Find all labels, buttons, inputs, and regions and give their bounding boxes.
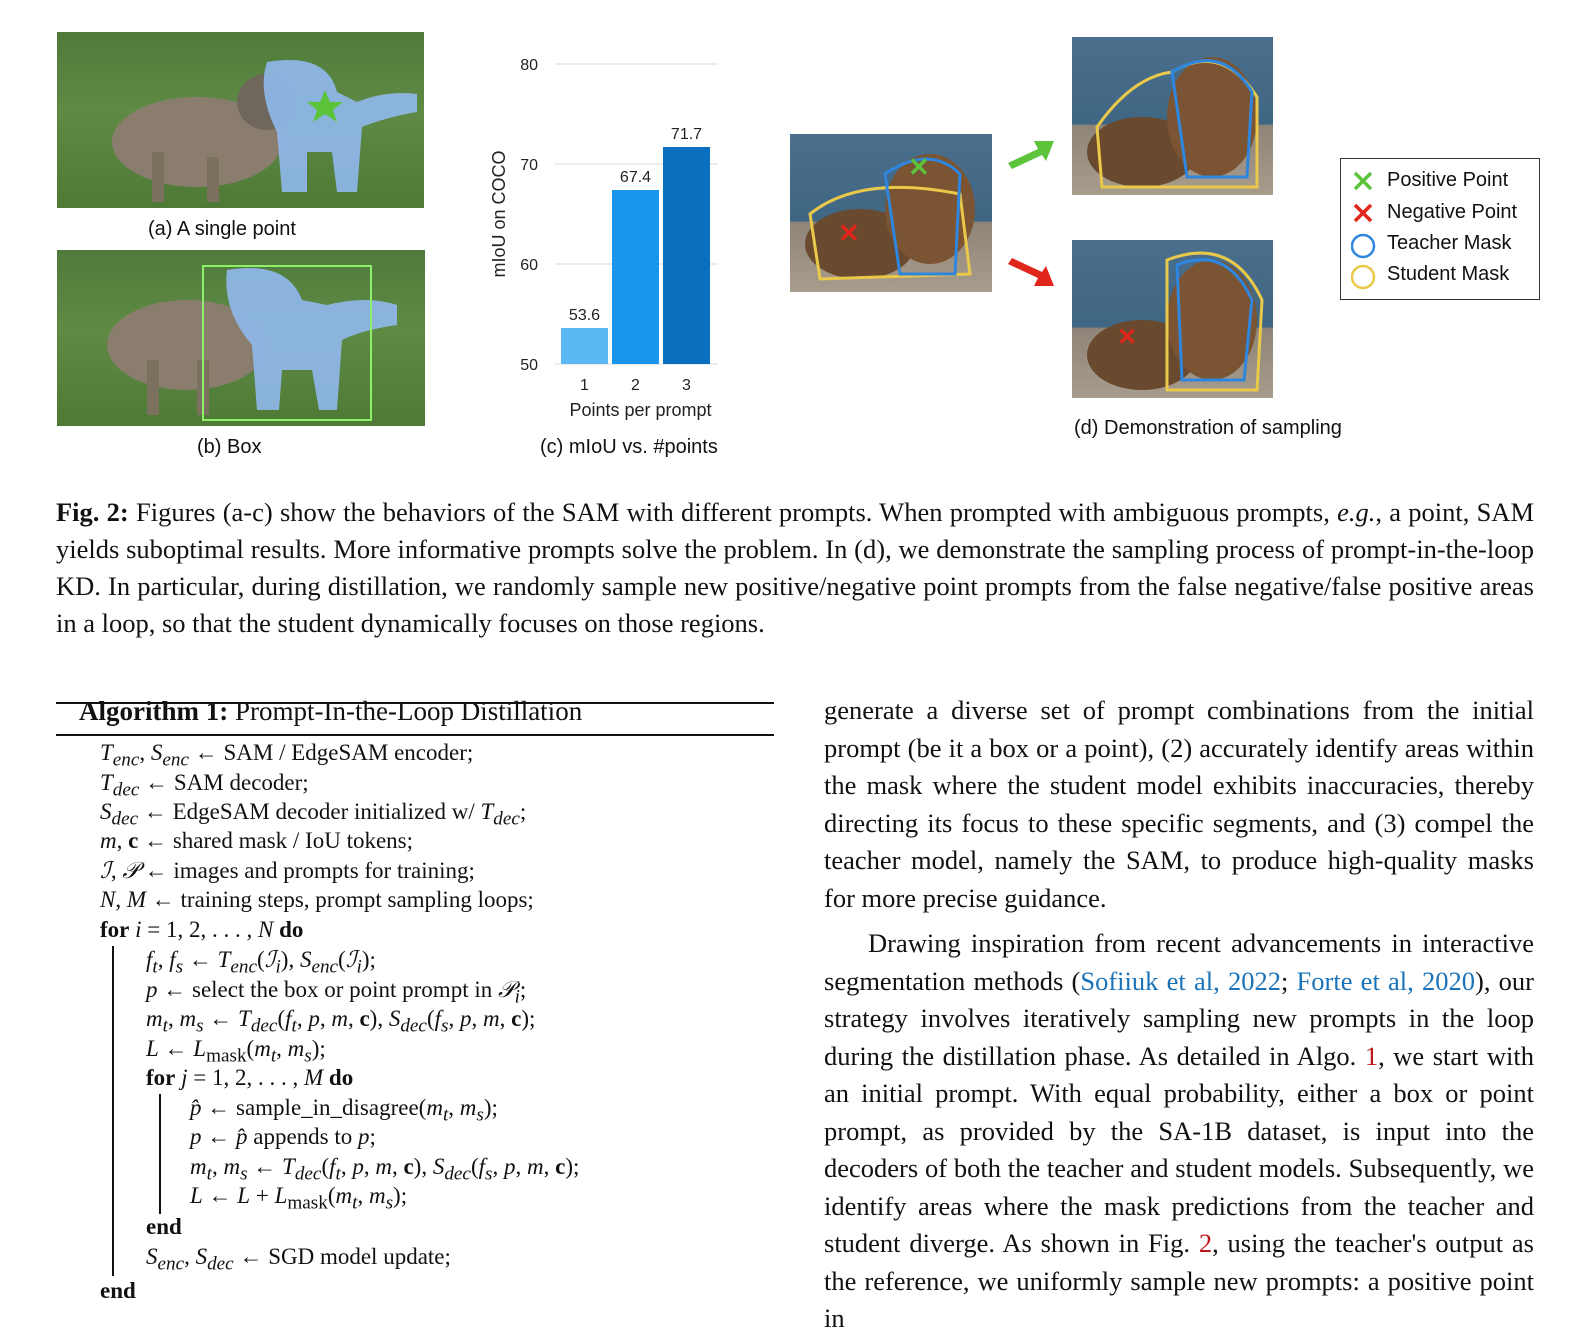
dog-scene-box bbox=[57, 250, 425, 426]
algo-line-3: $S_{dec}$ ← EdgeSAM decoder initialized w/ $T_{dec}$; bbox=[100, 799, 527, 830]
figure-caption: Fig. 2: Figures (a-c) show the behaviors of the SAM with different prompts. When prompted with ambiguous prompts, e.g., a point, SAM yields suboptimal results. More informative prompts solve the problem. In (d), we demonstrate the sampling process of prompt-in-the-loop KD. In particular, during distillation, we randomly sample new positive/negative point prompts from the false negative/false positive areas in a loop, so that the student dynamically focuses on those regions. bbox=[56, 497, 1535, 638]
algo-line-update: $S_{enc}$, $S_{dec}$ ← SGD model update; bbox=[146, 1244, 451, 1275]
subfig-c-caption: (c) mIoU vs. #points bbox=[540, 436, 718, 458]
figure-reference-link[interactable]: 2 bbox=[1198, 1228, 1213, 1258]
x-tick-label: 2 bbox=[631, 377, 640, 394]
citation-sofiiuk[interactable]: Sofiiuk et al, 2022 bbox=[1080, 965, 1281, 996]
negative-cross-icon bbox=[1351, 201, 1375, 225]
positive-cross-icon bbox=[1351, 169, 1375, 193]
algorithm-title: Algorithm 1: Prompt-In-the-Loop Distillation bbox=[79, 696, 583, 726]
bar bbox=[663, 147, 710, 364]
miou-bar-chart bbox=[480, 40, 750, 440]
negative-cross-icon: ✕ bbox=[838, 218, 860, 248]
algo-line-2: $T_{dec}$ ← SAM decoder; bbox=[100, 770, 309, 801]
algo-line-for-i: for i = 1, 2, . . . , N do bbox=[100, 917, 304, 942]
data-label: 71.7 bbox=[670, 126, 703, 143]
outer-loop-bar bbox=[112, 946, 114, 1276]
y-tick-label: 60 bbox=[520, 257, 538, 274]
bar bbox=[561, 328, 608, 364]
body-paragraph-2: Drawing inspiration from recent advancements in interactive segmentation methods (Sofiiuk et al, 2022; Forte et al, 2020), our strategy involves iteratively sampling new prompts in the loop during the distillation phase. As detailed in Algo. 1, we start with an initial prompt. With equal probability, either a box or point prompt, as provided by the SA-1B dataset, is input into the decoders of both the teacher and student models. Subsequently, we identify areas where the mask predictions from the teacher and student diverge. As shown in Fig. 2, using the teacher's output as the reference, we uniformly sample new prompts: a positive point in bbox=[824, 928, 1534, 1333]
x-tick-label: 1 bbox=[580, 377, 589, 394]
green-arrow-icon bbox=[1008, 135, 1056, 171]
data-label: 67.4 bbox=[619, 169, 652, 186]
algo-line-select: p ← select the box or point prompt in 𝒫$_i$; bbox=[146, 977, 527, 1008]
teacher-circle-icon bbox=[1351, 232, 1379, 260]
x-tick-label: 3 bbox=[682, 377, 691, 394]
y-axis-label: mIoU on COCO bbox=[489, 150, 509, 278]
bears-input-image bbox=[790, 134, 992, 292]
algo-line-5: ℐ, 𝒫 ← images and prompts for training; bbox=[100, 858, 475, 883]
algo-line-loss: L ← $L_{mask}(m_t$, $m_s$); bbox=[146, 1036, 326, 1067]
x-axis-label: Points per prompt bbox=[569, 400, 712, 420]
inner-loop-bar bbox=[159, 1094, 161, 1214]
subfig-b-caption: (b) Box bbox=[197, 436, 262, 458]
algo-line-redecode: $m_t$, $m_s$ ← $T_{dec}(f_t$, p, m, c), $S_{dec}(f_s$, p, m, c); bbox=[190, 1154, 580, 1185]
algo-line-end-outer: end bbox=[100, 1278, 136, 1303]
algo-line-accumulate: L ← $L + L_{mask}(m_t$, $m_s$); bbox=[190, 1183, 408, 1214]
box-image bbox=[57, 250, 425, 426]
red-arrow-icon bbox=[1008, 256, 1056, 292]
dog-scene bbox=[57, 32, 424, 208]
algo-line-sample: p̂ ← $sample\_in\_disagree(m_t$, $m_s$); bbox=[190, 1095, 498, 1126]
bears-negative-sample-image bbox=[1072, 240, 1273, 398]
data-label: 53.6 bbox=[568, 307, 601, 324]
algorithm-reference-link[interactable]: 1 bbox=[1364, 1040, 1379, 1071]
figure-label: Fig. 2: bbox=[56, 497, 129, 527]
algo-line-end-inner: end bbox=[146, 1214, 182, 1239]
y-tick-label: 50 bbox=[520, 357, 538, 374]
student-circle-icon bbox=[1351, 263, 1379, 291]
sampling-legend bbox=[1340, 158, 1540, 300]
legend-teacher-mask: Teacher Mask bbox=[1351, 232, 1379, 266]
algo-line-decode: $m_t$, $m_s$ ← $T_{dec}(f_t$, p, m, c), $S_{dec}(f_s$, p, m, c); bbox=[146, 1006, 536, 1037]
legend-student-mask: Student Mask bbox=[1351, 263, 1379, 297]
algo-line-4: m, c ← shared mask / IoU tokens; bbox=[100, 828, 414, 853]
subfig-a-caption: (a) A single point bbox=[148, 218, 296, 240]
svg-text:✕: ✕ bbox=[1117, 324, 1138, 351]
body-text-column bbox=[824, 692, 1534, 1338]
positive-cross-icon: ✕ bbox=[908, 152, 930, 182]
body-paragraph-1: generate a diverse set of prompt combinations from the initial prompt (be it a box or a point), (2) accurately identify areas within the mask where the student model exhibits inaccuracies, thereby directing its focus to these specific segments, and (3) compel the teacher model, namely the SAM, to produce high-quality masks for more precise guidance. bbox=[824, 695, 1534, 913]
citation-forte[interactable]: Forte et al, 2020 bbox=[1296, 965, 1475, 996]
algo-line-for-j: for j = 1, 2, . . . , M do bbox=[146, 1065, 354, 1090]
legend-positive-point: Positive Point bbox=[1351, 169, 1375, 199]
y-tick-label: 80 bbox=[520, 57, 538, 74]
legend-negative-point: Negative Point bbox=[1351, 201, 1375, 231]
algo-line-1: $T_{enc}$, $S_{enc}$ ← SAM / EdgeSAM encoder; bbox=[100, 740, 474, 771]
algo-line-features: $f_t$, $f_s$ ← $T_{enc}(ℐ_i)$, $S_{enc}(ℐ_i)$; bbox=[146, 947, 376, 978]
bar bbox=[612, 190, 659, 364]
subfig-d-caption: (d) Demonstration of sampling bbox=[1074, 417, 1342, 439]
algorithm-mid-rule bbox=[56, 734, 774, 736]
algo-line-append: p ← p̂ appends to p; bbox=[190, 1124, 376, 1149]
y-tick-label: 70 bbox=[520, 157, 538, 174]
algo-line-6: N, M ← training steps, prompt sampling loops; bbox=[100, 887, 534, 912]
single-point-image bbox=[57, 32, 424, 208]
bears-positive-sample-image bbox=[1072, 37, 1273, 195]
